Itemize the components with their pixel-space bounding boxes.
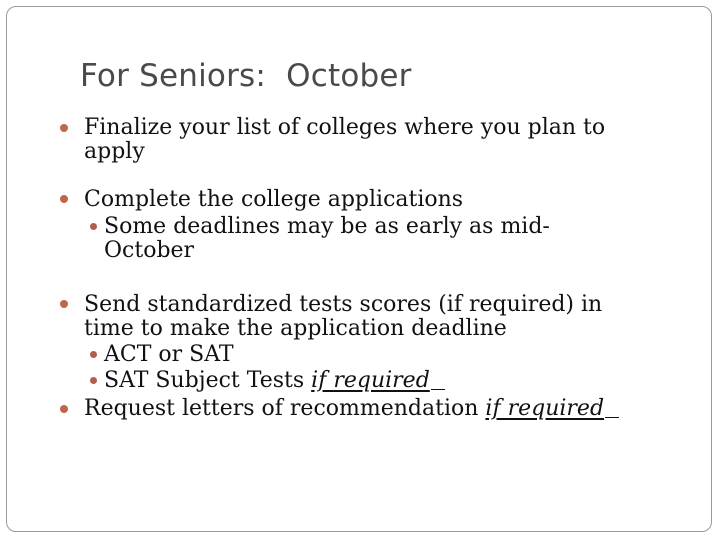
bullet-marker xyxy=(60,300,68,308)
bullet-2-sub-1-line-1: Some deadlines may be as early as mid- xyxy=(104,214,550,239)
bullet-3-line-1: Send standardized tests scores (if required) in xyxy=(84,292,603,317)
bullet-2-sub-1-line-2: October xyxy=(104,238,195,263)
bullet-marker xyxy=(60,195,68,203)
bullet-1-line-1: Finalize your list of colleges where you plan to xyxy=(84,115,606,140)
sub-bullet-marker xyxy=(90,351,97,358)
if-required-emphasis: if required xyxy=(311,368,445,393)
if-required-emphasis: if required xyxy=(485,396,619,421)
bullet-3-sub-2 xyxy=(104,369,445,393)
bullet-marker xyxy=(60,124,68,132)
sub-bullet-marker xyxy=(90,377,97,384)
bullet-3-line-2: time to make the application deadline xyxy=(84,316,507,341)
bullet-4-text: Request letters of recommendation xyxy=(84,396,486,421)
sub-bullet-marker xyxy=(90,223,97,230)
bullet-3-sub-1: ACT or SAT xyxy=(104,342,234,367)
bullet-4-line-1 xyxy=(84,397,619,421)
bullet-2-line-1: Complete the college applications xyxy=(84,187,464,212)
bullet-1-line-2: apply xyxy=(84,139,145,164)
bullet-3-sub-2-text: SAT Subject Tests xyxy=(104,368,312,393)
slide-title: For Seniors: October xyxy=(80,58,412,94)
bullet-marker xyxy=(60,405,68,413)
